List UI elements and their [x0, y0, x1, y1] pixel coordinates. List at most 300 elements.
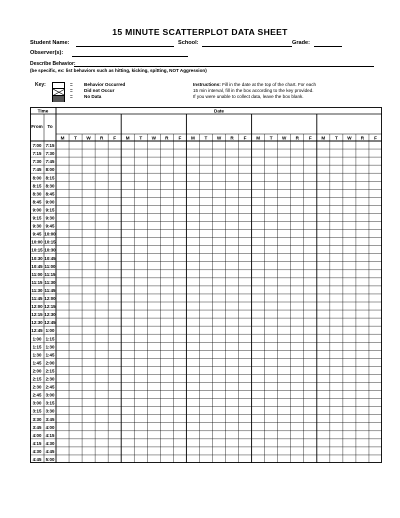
data-cell[interactable]: [226, 350, 239, 358]
data-cell[interactable]: [252, 286, 265, 294]
data-cell[interactable]: [56, 431, 69, 439]
data-cell[interactable]: [278, 431, 291, 439]
data-cell[interactable]: [226, 262, 239, 270]
data-cell[interactable]: [186, 334, 199, 342]
data-cell[interactable]: [199, 334, 212, 342]
data-cell[interactable]: [160, 246, 173, 254]
data-cell[interactable]: [82, 149, 95, 157]
data-cell[interactable]: [291, 294, 304, 302]
data-cell[interactable]: [239, 246, 252, 254]
behavior-field[interactable]: [74, 66, 374, 67]
data-cell[interactable]: [212, 302, 225, 310]
data-cell[interactable]: [330, 141, 343, 149]
data-cell[interactable]: [265, 294, 278, 302]
data-cell[interactable]: [121, 165, 134, 173]
data-cell[interactable]: [252, 407, 265, 415]
data-cell[interactable]: [147, 222, 160, 230]
data-cell[interactable]: [343, 423, 356, 431]
data-cell[interactable]: [69, 222, 82, 230]
data-cell[interactable]: [147, 165, 160, 173]
data-cell[interactable]: [82, 213, 95, 221]
data-cell[interactable]: [226, 230, 239, 238]
data-cell[interactable]: [291, 278, 304, 286]
data-cell[interactable]: [278, 205, 291, 213]
data-cell[interactable]: [212, 358, 225, 366]
data-cell[interactable]: [147, 439, 160, 447]
data-cell[interactable]: [291, 326, 304, 334]
data-cell[interactable]: [186, 358, 199, 366]
data-cell[interactable]: [369, 141, 382, 149]
data-cell[interactable]: [147, 254, 160, 262]
data-cell[interactable]: [212, 181, 225, 189]
data-cell[interactable]: [69, 254, 82, 262]
data-cell[interactable]: [304, 173, 317, 181]
data-cell[interactable]: [147, 141, 160, 149]
data-cell[interactable]: [226, 383, 239, 391]
data-cell[interactable]: [265, 310, 278, 318]
data-cell[interactable]: [134, 230, 147, 238]
data-cell[interactable]: [160, 205, 173, 213]
data-cell[interactable]: [173, 270, 186, 278]
data-cell[interactable]: [147, 310, 160, 318]
data-cell[interactable]: [160, 439, 173, 447]
data-cell[interactable]: [239, 213, 252, 221]
data-cell[interactable]: [199, 326, 212, 334]
data-cell[interactable]: [173, 334, 186, 342]
data-cell[interactable]: [356, 213, 369, 221]
data-cell[interactable]: [134, 310, 147, 318]
data-cell[interactable]: [356, 181, 369, 189]
data-cell[interactable]: [186, 342, 199, 350]
data-cell[interactable]: [147, 407, 160, 415]
data-cell[interactable]: [343, 173, 356, 181]
data-cell[interactable]: [121, 262, 134, 270]
data-cell[interactable]: [343, 318, 356, 326]
data-cell[interactable]: [317, 246, 330, 254]
data-cell[interactable]: [69, 205, 82, 213]
data-cell[interactable]: [226, 165, 239, 173]
data-cell[interactable]: [317, 165, 330, 173]
data-cell[interactable]: [134, 374, 147, 382]
data-cell[interactable]: [69, 350, 82, 358]
data-cell[interactable]: [173, 374, 186, 382]
data-cell[interactable]: [239, 455, 252, 463]
data-cell[interactable]: [330, 374, 343, 382]
data-cell[interactable]: [95, 157, 108, 165]
data-cell[interactable]: [147, 391, 160, 399]
data-cell[interactable]: [252, 294, 265, 302]
data-cell[interactable]: [252, 181, 265, 189]
data-cell[interactable]: [173, 222, 186, 230]
data-cell[interactable]: [95, 222, 108, 230]
data-cell[interactable]: [56, 366, 69, 374]
data-cell[interactable]: [82, 318, 95, 326]
data-cell[interactable]: [121, 366, 134, 374]
data-cell[interactable]: [278, 165, 291, 173]
data-cell[interactable]: [369, 197, 382, 205]
data-cell[interactable]: [343, 238, 356, 246]
data-cell[interactable]: [199, 262, 212, 270]
data-cell[interactable]: [69, 318, 82, 326]
data-cell[interactable]: [278, 230, 291, 238]
data-cell[interactable]: [356, 278, 369, 286]
data-cell[interactable]: [199, 278, 212, 286]
data-cell[interactable]: [330, 383, 343, 391]
data-cell[interactable]: [239, 415, 252, 423]
data-cell[interactable]: [199, 366, 212, 374]
data-cell[interactable]: [317, 294, 330, 302]
data-cell[interactable]: [330, 165, 343, 173]
data-cell[interactable]: [56, 189, 69, 197]
data-cell[interactable]: [317, 358, 330, 366]
data-cell[interactable]: [369, 181, 382, 189]
data-cell[interactable]: [212, 222, 225, 230]
data-cell[interactable]: [147, 157, 160, 165]
data-cell[interactable]: [265, 431, 278, 439]
data-cell[interactable]: [147, 455, 160, 463]
data-cell[interactable]: [147, 181, 160, 189]
data-cell[interactable]: [369, 270, 382, 278]
data-cell[interactable]: [56, 238, 69, 246]
data-cell[interactable]: [226, 366, 239, 374]
data-cell[interactable]: [265, 326, 278, 334]
data-cell[interactable]: [199, 391, 212, 399]
data-cell[interactable]: [252, 366, 265, 374]
data-cell[interactable]: [56, 181, 69, 189]
data-cell[interactable]: [199, 197, 212, 205]
data-cell[interactable]: [199, 407, 212, 415]
data-cell[interactable]: [317, 447, 330, 455]
data-cell[interactable]: [69, 391, 82, 399]
data-cell[interactable]: [199, 399, 212, 407]
data-cell[interactable]: [134, 423, 147, 431]
data-cell[interactable]: [226, 222, 239, 230]
data-cell[interactable]: [304, 157, 317, 165]
data-cell[interactable]: [121, 149, 134, 157]
data-cell[interactable]: [330, 157, 343, 165]
data-cell[interactable]: [121, 342, 134, 350]
data-cell[interactable]: [239, 222, 252, 230]
data-cell[interactable]: [212, 246, 225, 254]
data-cell[interactable]: [356, 358, 369, 366]
data-cell[interactable]: [134, 262, 147, 270]
data-cell[interactable]: [239, 399, 252, 407]
data-cell[interactable]: [186, 254, 199, 262]
data-cell[interactable]: [278, 157, 291, 165]
data-cell[interactable]: [369, 431, 382, 439]
data-cell[interactable]: [291, 254, 304, 262]
data-cell[interactable]: [212, 157, 225, 165]
data-cell[interactable]: [278, 222, 291, 230]
data-cell[interactable]: [343, 270, 356, 278]
data-cell[interactable]: [265, 213, 278, 221]
data-cell[interactable]: [317, 399, 330, 407]
data-cell[interactable]: [56, 270, 69, 278]
data-cell[interactable]: [265, 254, 278, 262]
data-cell[interactable]: [343, 197, 356, 205]
data-cell[interactable]: [356, 165, 369, 173]
data-cell[interactable]: [82, 366, 95, 374]
data-cell[interactable]: [82, 173, 95, 181]
data-cell[interactable]: [265, 423, 278, 431]
data-cell[interactable]: [291, 310, 304, 318]
data-cell[interactable]: [95, 423, 108, 431]
data-cell[interactable]: [186, 213, 199, 221]
data-cell[interactable]: [356, 262, 369, 270]
data-cell[interactable]: [343, 302, 356, 310]
data-cell[interactable]: [134, 286, 147, 294]
data-cell[interactable]: [304, 455, 317, 463]
data-cell[interactable]: [278, 189, 291, 197]
data-cell[interactable]: [69, 407, 82, 415]
data-cell[interactable]: [186, 173, 199, 181]
data-cell[interactable]: [265, 149, 278, 157]
data-cell[interactable]: [239, 310, 252, 318]
data-cell[interactable]: [121, 318, 134, 326]
data-cell[interactable]: [239, 141, 252, 149]
data-cell[interactable]: [291, 342, 304, 350]
data-cell[interactable]: [304, 439, 317, 447]
data-cell[interactable]: [173, 286, 186, 294]
data-cell[interactable]: [317, 222, 330, 230]
data-cell[interactable]: [56, 407, 69, 415]
data-cell[interactable]: [291, 318, 304, 326]
data-cell[interactable]: [199, 423, 212, 431]
data-cell[interactable]: [95, 415, 108, 423]
data-cell[interactable]: [212, 294, 225, 302]
data-cell[interactable]: [160, 254, 173, 262]
data-cell[interactable]: [212, 334, 225, 342]
data-cell[interactable]: [304, 205, 317, 213]
data-cell[interactable]: [304, 181, 317, 189]
data-cell[interactable]: [173, 391, 186, 399]
data-cell[interactable]: [317, 391, 330, 399]
data-cell[interactable]: [356, 431, 369, 439]
data-cell[interactable]: [108, 383, 121, 391]
data-cell[interactable]: [199, 439, 212, 447]
data-cell[interactable]: [108, 399, 121, 407]
data-cell[interactable]: [212, 149, 225, 157]
data-cell[interactable]: [82, 197, 95, 205]
data-cell[interactable]: [291, 238, 304, 246]
data-cell[interactable]: [121, 383, 134, 391]
data-cell[interactable]: [330, 326, 343, 334]
data-cell[interactable]: [95, 455, 108, 463]
data-cell[interactable]: [369, 415, 382, 423]
data-cell[interactable]: [330, 358, 343, 366]
data-cell[interactable]: [95, 342, 108, 350]
data-cell[interactable]: [147, 326, 160, 334]
data-cell[interactable]: [330, 254, 343, 262]
data-cell[interactable]: [134, 246, 147, 254]
data-cell[interactable]: [199, 342, 212, 350]
data-cell[interactable]: [160, 431, 173, 439]
data-cell[interactable]: [186, 318, 199, 326]
data-cell[interactable]: [330, 222, 343, 230]
data-cell[interactable]: [212, 455, 225, 463]
data-cell[interactable]: [356, 238, 369, 246]
data-cell[interactable]: [212, 286, 225, 294]
data-cell[interactable]: [108, 447, 121, 455]
data-cell[interactable]: [95, 391, 108, 399]
data-cell[interactable]: [108, 455, 121, 463]
data-cell[interactable]: [186, 366, 199, 374]
data-cell[interactable]: [291, 383, 304, 391]
data-cell[interactable]: [186, 238, 199, 246]
data-cell[interactable]: [173, 181, 186, 189]
data-cell[interactable]: [265, 222, 278, 230]
data-cell[interactable]: [317, 334, 330, 342]
data-cell[interactable]: [317, 350, 330, 358]
data-cell[interactable]: [134, 447, 147, 455]
data-cell[interactable]: [212, 439, 225, 447]
data-cell[interactable]: [265, 318, 278, 326]
data-cell[interactable]: [173, 383, 186, 391]
data-cell[interactable]: [330, 205, 343, 213]
data-cell[interactable]: [121, 278, 134, 286]
data-cell[interactable]: [82, 246, 95, 254]
data-cell[interactable]: [343, 294, 356, 302]
data-cell[interactable]: [304, 366, 317, 374]
observer-field[interactable]: [72, 56, 188, 57]
data-cell[interactable]: [330, 197, 343, 205]
data-cell[interactable]: [278, 447, 291, 455]
data-cell[interactable]: [278, 262, 291, 270]
data-cell[interactable]: [304, 246, 317, 254]
data-cell[interactable]: [121, 350, 134, 358]
data-cell[interactable]: [252, 310, 265, 318]
data-cell[interactable]: [69, 310, 82, 318]
data-cell[interactable]: [291, 205, 304, 213]
data-cell[interactable]: [265, 358, 278, 366]
data-cell[interactable]: [356, 374, 369, 382]
data-cell[interactable]: [95, 439, 108, 447]
data-cell[interactable]: [82, 310, 95, 318]
data-cell[interactable]: [108, 334, 121, 342]
data-cell[interactable]: [343, 310, 356, 318]
data-cell[interactable]: [265, 391, 278, 399]
data-cell[interactable]: [121, 141, 134, 149]
data-cell[interactable]: [317, 310, 330, 318]
data-cell[interactable]: [160, 302, 173, 310]
data-cell[interactable]: [95, 431, 108, 439]
data-cell[interactable]: [147, 278, 160, 286]
data-cell[interactable]: [186, 350, 199, 358]
data-cell[interactable]: [56, 230, 69, 238]
data-cell[interactable]: [160, 222, 173, 230]
data-cell[interactable]: [186, 391, 199, 399]
data-cell[interactable]: [369, 318, 382, 326]
data-cell[interactable]: [343, 342, 356, 350]
data-cell[interactable]: [95, 262, 108, 270]
data-cell[interactable]: [226, 294, 239, 302]
data-cell[interactable]: [95, 173, 108, 181]
data-cell[interactable]: [291, 189, 304, 197]
data-cell[interactable]: [226, 141, 239, 149]
data-cell[interactable]: [199, 310, 212, 318]
data-cell[interactable]: [173, 407, 186, 415]
data-cell[interactable]: [147, 262, 160, 270]
data-cell[interactable]: [95, 383, 108, 391]
data-cell[interactable]: [56, 165, 69, 173]
data-cell[interactable]: [147, 374, 160, 382]
data-cell[interactable]: [212, 189, 225, 197]
data-cell[interactable]: [121, 254, 134, 262]
data-cell[interactable]: [291, 222, 304, 230]
data-cell[interactable]: [356, 415, 369, 423]
data-cell[interactable]: [291, 431, 304, 439]
data-cell[interactable]: [173, 278, 186, 286]
data-cell[interactable]: [265, 246, 278, 254]
data-cell[interactable]: [343, 213, 356, 221]
data-cell[interactable]: [226, 197, 239, 205]
data-cell[interactable]: [304, 391, 317, 399]
data-cell[interactable]: [147, 149, 160, 157]
data-cell[interactable]: [108, 157, 121, 165]
data-cell[interactable]: [199, 294, 212, 302]
data-cell[interactable]: [265, 415, 278, 423]
data-cell[interactable]: [317, 366, 330, 374]
data-cell[interactable]: [199, 374, 212, 382]
data-cell[interactable]: [252, 173, 265, 181]
data-cell[interactable]: [160, 189, 173, 197]
data-cell[interactable]: [304, 254, 317, 262]
data-cell[interactable]: [82, 262, 95, 270]
data-cell[interactable]: [226, 334, 239, 342]
data-cell[interactable]: [56, 326, 69, 334]
data-cell[interactable]: [199, 455, 212, 463]
data-cell[interactable]: [186, 455, 199, 463]
data-cell[interactable]: [239, 230, 252, 238]
data-cell[interactable]: [69, 270, 82, 278]
data-cell[interactable]: [252, 165, 265, 173]
data-cell[interactable]: [147, 415, 160, 423]
data-cell[interactable]: [134, 334, 147, 342]
data-cell[interactable]: [82, 205, 95, 213]
data-cell[interactable]: [330, 431, 343, 439]
data-cell[interactable]: [147, 399, 160, 407]
data-cell[interactable]: [304, 342, 317, 350]
data-cell[interactable]: [186, 310, 199, 318]
data-cell[interactable]: [317, 439, 330, 447]
data-cell[interactable]: [160, 165, 173, 173]
data-cell[interactable]: [278, 374, 291, 382]
data-cell[interactable]: [199, 358, 212, 366]
data-cell[interactable]: [343, 181, 356, 189]
data-cell[interactable]: [356, 342, 369, 350]
data-cell[interactable]: [278, 278, 291, 286]
data-cell[interactable]: [291, 181, 304, 189]
data-cell[interactable]: [108, 262, 121, 270]
data-cell[interactable]: [252, 302, 265, 310]
data-cell[interactable]: [265, 270, 278, 278]
data-cell[interactable]: [173, 310, 186, 318]
data-cell[interactable]: [278, 197, 291, 205]
data-cell[interactable]: [108, 141, 121, 149]
data-cell[interactable]: [82, 399, 95, 407]
data-cell[interactable]: [304, 302, 317, 310]
data-cell[interactable]: [95, 278, 108, 286]
data-cell[interactable]: [317, 149, 330, 157]
data-cell[interactable]: [95, 141, 108, 149]
data-cell[interactable]: [343, 230, 356, 238]
data-cell[interactable]: [173, 318, 186, 326]
data-cell[interactable]: [291, 302, 304, 310]
data-cell[interactable]: [212, 213, 225, 221]
data-cell[interactable]: [173, 423, 186, 431]
data-cell[interactable]: [134, 302, 147, 310]
data-cell[interactable]: [239, 423, 252, 431]
